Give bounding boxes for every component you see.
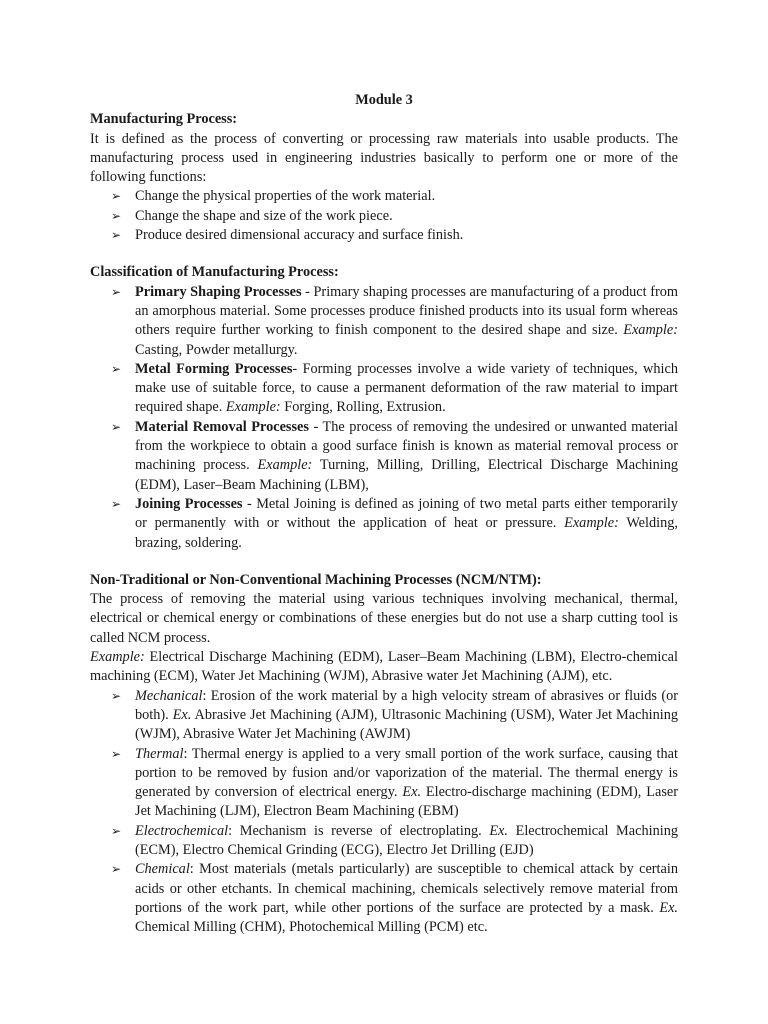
- list-item: ➢ Produce desired dimensional accuracy and surface finish.: [90, 226, 678, 245]
- document-body: [90, 91, 678, 937]
- heading-classification: Classification of Manufacturing Process:: [90, 264, 339, 281]
- arrow-bullet-icon: ➢: [111, 496, 122, 511]
- list-item: ➢ Chemical: Most materials (metals particularly) are susceptible to chemical attack by certain acids or other etchants. In chemical machining, chemicals selectively remove material from portions of the work part, while other portions of the surface are protected by a mask. Ex. Chemical Milling (CHM), Photochemical Milling (PCM) etc.: [111, 861, 678, 936]
- list-item: ➢ Material Removal Processes - The process of removing the undesired or unwanted material from the workpiece to obtain a good surface finish is known as material removal process or machining process. Example: Turning, Milling, Drilling, Electrical Discharge Machining (EDM), Laser–Beam Machining (LBM),: [111, 418, 679, 493]
- ncm-example: Example: Electrical Discharge Machining (EDM), Laser–Beam Machining (LBM), Electro-chemical machining (ECM), Water Jet Machining (WJM), Abrasive water Jet Machining (AJM), etc.: [90, 649, 678, 685]
- arrow-bullet-icon: ➢: [111, 862, 122, 877]
- list-item: ➢ Electrochemical: Mechanism is reverse of electroplating. Ex. Electrochemical Machining (ECM), Electro Chemical Grinding (ECG), Electro Jet Drilling (EJD): [111, 822, 678, 858]
- list-item: ➢ Joining Processes - Metal Joining is defined as joining of two metal parts either temporarily or permanently with or without the application of heat or pressure. Example: Welding, brazing, soldering.: [111, 495, 678, 551]
- heading-manufacturing-process: Manufacturing Process:: [90, 111, 238, 128]
- heading-ncm: Non-Traditional or Non-Conventional Machining Processes (NCM/NTM):: [90, 571, 542, 588]
- ncm-definition: The process of removing the material using various techniques involving mechanical, thermal, electrical or chemical energy or combinations of these energies but do not use a sharp cutting tool is called NCM process.: [90, 591, 678, 646]
- arrow-bullet-icon: ➢: [111, 189, 122, 204]
- list-item: ➢ Primary Shaping Processes - Primary shaping processes are manufacturing of a product from an amorphous material. Some processes produce finished products into its usual form whereas others require further working to finish component to the desired shape and size. Example: Casting, Powder metallurgy.: [111, 283, 678, 358]
- arrow-bullet-icon: ➢: [111, 361, 122, 376]
- arrow-bullet-icon: ➢: [111, 823, 122, 838]
- arrow-bullet-icon: ➢: [111, 208, 122, 223]
- arrow-bullet-icon: ➢: [111, 228, 122, 243]
- classification-list: [90, 283, 678, 553]
- ncm-list: [90, 687, 678, 938]
- arrow-bullet-icon: ➢: [111, 688, 122, 703]
- list-item: ➢ Mechanical: Erosion of the work material by a high velocity stream of abrasives or fluids (or both). Ex. Abrasive Jet Machining (AJM), Ultrasonic Machining (USM), Water Jet Machining (WJM), Abrasive Water Jet Machining (AWJM): [111, 687, 678, 743]
- arrow-bullet-icon: ➢: [111, 419, 122, 434]
- manufacturing-definition: It is defined as the process of converting or processing raw materials into usable products. The manufacturing process used in engineering industries basically to perform one or more of the following functions:: [90, 130, 678, 186]
- arrow-bullet-icon: ➢: [111, 746, 122, 761]
- page-title: Module 3: [355, 92, 413, 108]
- list-item: ➢ Change the shape and size of the work piece.: [90, 207, 678, 226]
- list-item: ➢ Metal Forming Processes- Forming processes involve a wide variety of techniques, which make use of suitable force, to cause a permanent deformation of the raw material to impart required shape. Example: Forging, Rolling, Extrusion.: [111, 360, 678, 416]
- list-item: ➢ Thermal: Thermal energy is applied to a very small portion of the work surface, causing that portion to be removed by fusion and/or vaporization of the material. The thermal energy is generated by conversion of electrical energy. Ex. Electro-discharge machining (EDM), Laser Jet Machining (LJM), Electron Beam Machining (EBM): [111, 745, 679, 820]
- arrow-bullet-icon: ➢: [111, 284, 122, 299]
- list-item: ➢ Change the physical properties of the work material.: [90, 187, 678, 206]
- functions-list: [90, 187, 678, 245]
